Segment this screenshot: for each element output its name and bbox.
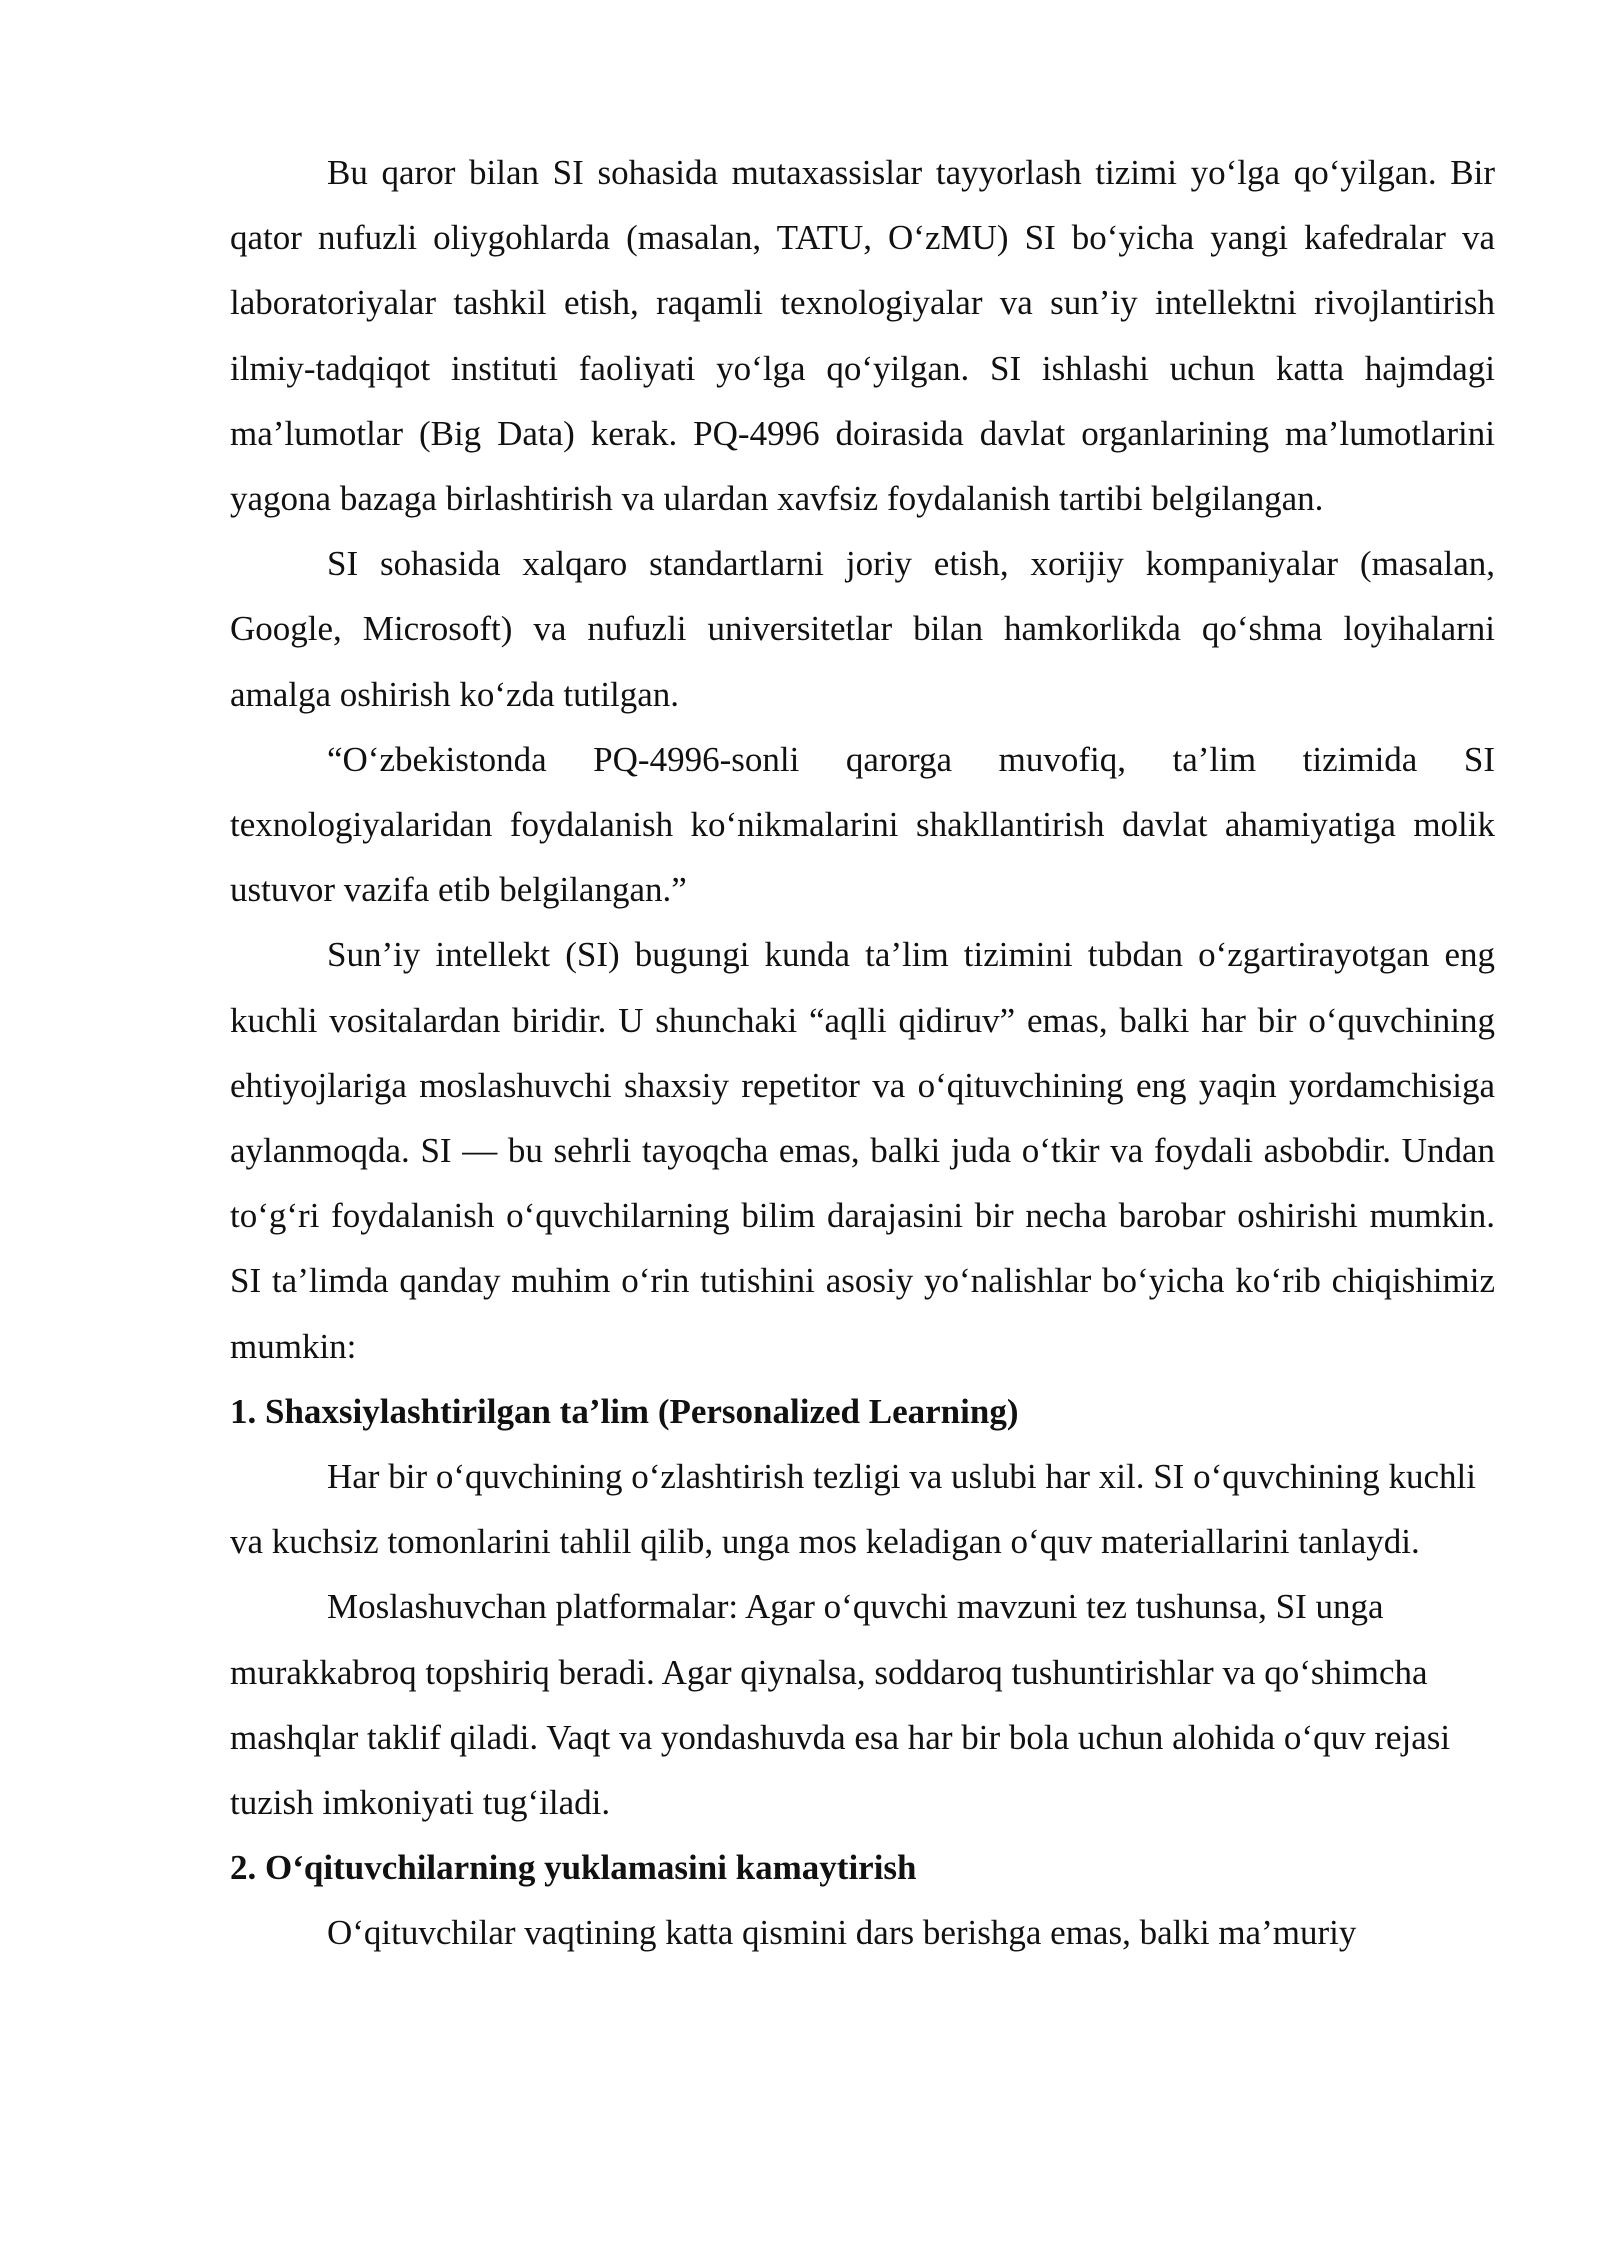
- heading-personalized-learning: 1. Shaxsiylashtirilgan ta’lim (Personalized Learning): [230, 1391, 1019, 1431]
- paragraph-learning-speed: Har bir o‘quvchining o‘zlashtirish tezligi va uslubi har xil. SI o‘quvchining kuchli va kuchsiz tomonlarini tahlil qilib, unga mos keladigan o‘quv materiallarini tanlaydi.: [230, 1457, 1476, 1562]
- paragraph-si-training: Bu qaror bilan SI sohasida mutaxassislar tayyorlash tizimi yo‘lga qo‘yilgan. Bir qator nufuzli oliygohlarda (masalan, TATU, O‘zMU) SI bo‘yicha yangi kafedralar va laboratoriyalar tashkil etish, raqamli texnologiyalar va sun’iy intellektni rivojlantirish ilmiy-tadqiqot instituti faoliyati yo‘lga qo‘yilgan. SI ishlashi uchun katta hajmdagi ma’lumotlar (Big Data) kerak. PQ-4996 doirasida davlat organlarining ma’lumotlarini yagona bazaga birlashtirish va ulardan xavfsiz foydalanish tartibi belgilangan.: [230, 153, 1495, 519]
- document-page: [230, 140, 1495, 1966]
- paragraph-teacher-time: O‘qituvchilar vaqtining katta qismini dars berishga emas, balki ma’muriy: [327, 1913, 1357, 1953]
- heading-teacher-workload: 2. O‘qituvchilarning yuklamasini kamaytirish: [230, 1848, 917, 1888]
- paragraph-quote: “O‘zbekistonda PQ-4996-sonli qarorga muvofiq, ta’lim tizimida SI texnologiyalaridan foydalanish ko‘nikmalarini shakllantirish davlat ahamiyatiga molik ustuvor vazifa etib belgilangan.”: [230, 739, 1495, 910]
- paragraph-international-standards: SI sohasida xalqaro standartlarni joriy etish, xorijiy kompaniyalar (masalan, Google, Microsoft) va nufuzli universitetlar bilan hamkorlikda qo‘shma loyihalarni amalga oshirish ko‘zda tutilgan.: [230, 544, 1495, 714]
- paragraph-adaptive-platforms: Moslashuvchan platformalar: Agar o‘quvchi mavzuni tez tushunsa, SI unga murakkabroq topshiriq beradi. Agar qiynalsa, soddaroq tushuntirishlar va qo‘shimcha mashqlar taklif qiladi. Vaqt va yondashuvda esa har bir bola uchun alohida o‘quv rejasi tuzish imkoniyati tug‘iladi.: [230, 1587, 1451, 1823]
- paragraph-ai-in-education: Sun’iy intellekt (SI) bugungi kunda ta’lim tizimini tubdan o‘zgartirayotgan eng kuchli vositalardan biridir. U shunchaki “aqlli qidiruv” emas, balki har bir o‘quvchining ehtiyojlariga moslashuvchi shaxsiy repetitor va o‘qituvchining eng yaqin yordamchisiga aylanmoqda. SI — bu sehrli tayoqcha emas, balki juda o‘tkir va foydali asbobdir. Undan to‘g‘ri foydalanish o‘quvchilarning bilim darajasini bir necha barobar oshirishi mumkin. SI ta’limda qanday muhim o‘rin tutishini asosiy yo‘nalishlar bo‘yicha ko‘rib chiqishimiz mumkin:: [230, 935, 1495, 1366]
